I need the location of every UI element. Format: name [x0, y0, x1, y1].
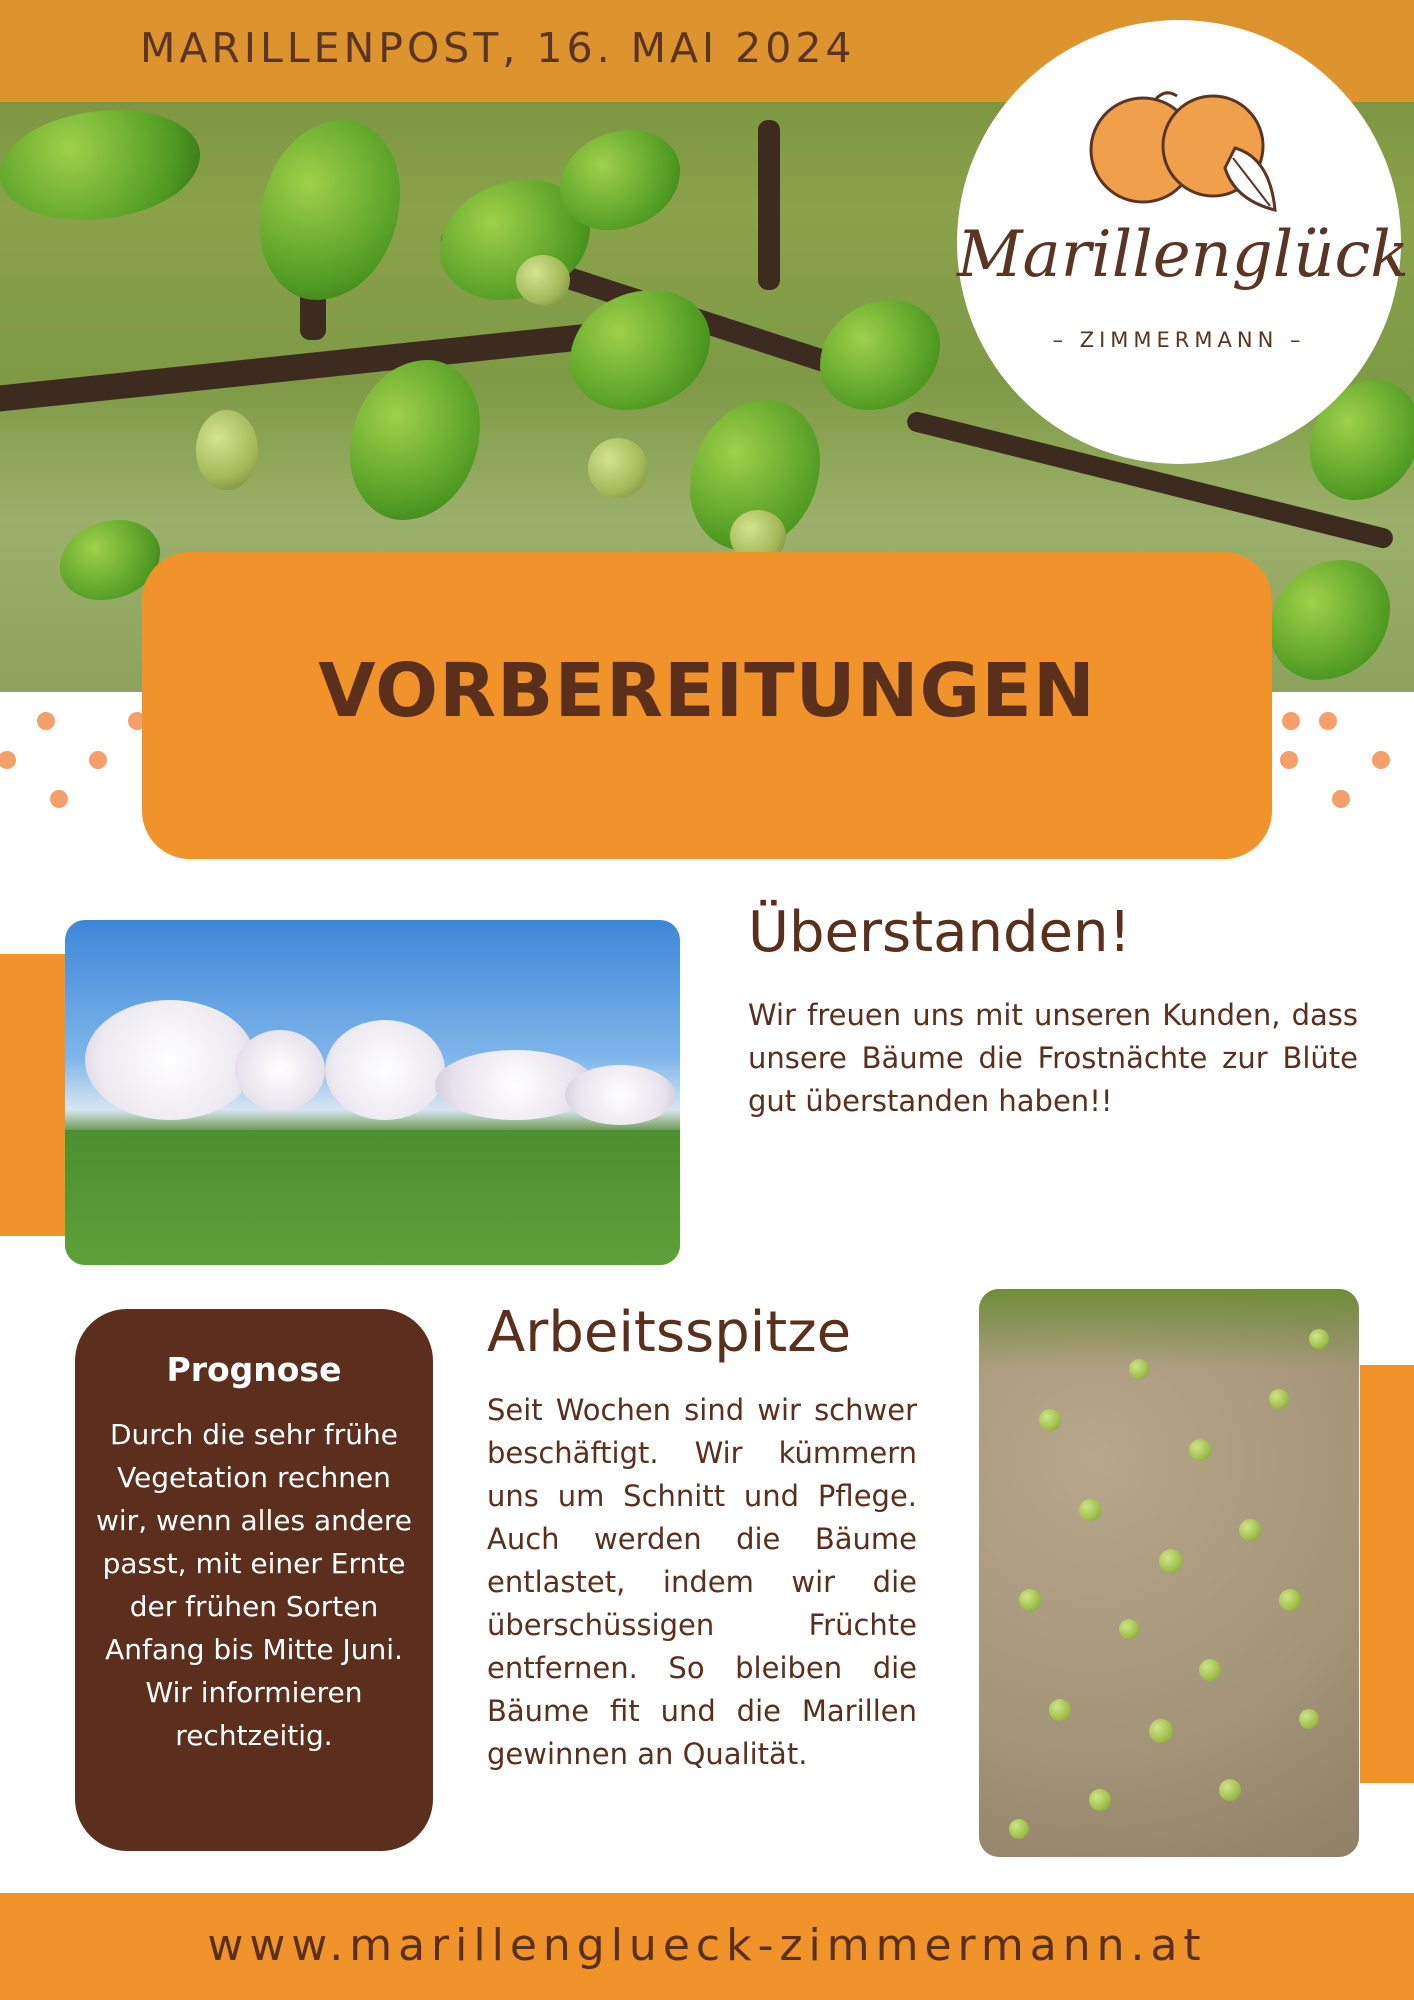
- decor-strip-right: [1360, 1365, 1414, 1783]
- decor-dot: [1332, 790, 1350, 808]
- decor-dot: [0, 751, 16, 769]
- website-url[interactable]: www.marillenglueck-zimmermann.at: [207, 1920, 1207, 1971]
- apricot-logo-icon: [1085, 88, 1285, 218]
- decor-strip-left: [0, 954, 72, 1236]
- fallen-apricots-photo: [979, 1289, 1359, 1857]
- decor-dot: [50, 790, 68, 808]
- decor-dot: [89, 751, 107, 769]
- issue-dateline: MARILLENPOST, 16. MAI 2024: [140, 24, 856, 72]
- text-ueberstanden: Wir freuen uns mit unseren Kunden, dass unsere Bäume die Frostnächte zur Blüte gut überstanden haben!!: [748, 998, 1358, 1118]
- prognose-text: Durch die sehr frühe Vegetation rechnen wir, wenn alles andere passt, mit einer Ernte der frühen Sorten Anfang bis Mitte Juni. Wir informieren rechtzeitig.: [96, 1418, 412, 1752]
- text-arbeitsspitze: Seit Wochen sind wir schwer beschäftigt. Wir kümmern uns um Schnitt und Pflege. Auch werden die Bäume entlastet, indem wir die überschüssigen Früchte entfernen. So bleiben die Bäume fit und die Marillen gewinnen an Qualität.: [487, 1393, 917, 1771]
- heading-ueberstanden: Überstanden!: [748, 900, 1131, 965]
- decor-dot: [1372, 751, 1390, 769]
- blossom-orchard-photo: [65, 920, 680, 1265]
- prognose-title: Prognose: [166, 1350, 342, 1389]
- decor-dot: [1280, 751, 1298, 769]
- main-title: VORBEREITUNGEN: [318, 648, 1096, 734]
- decor-dot: [1282, 712, 1300, 730]
- brand-subtitle: – ZIMMERMANN –: [1052, 328, 1306, 352]
- decor-dot: [1319, 712, 1337, 730]
- decor-dot: [37, 712, 55, 730]
- brand-name: Marillenglück: [957, 218, 1410, 292]
- heading-arbeitsspitze: Arbeitsspitze: [487, 1300, 852, 1365]
